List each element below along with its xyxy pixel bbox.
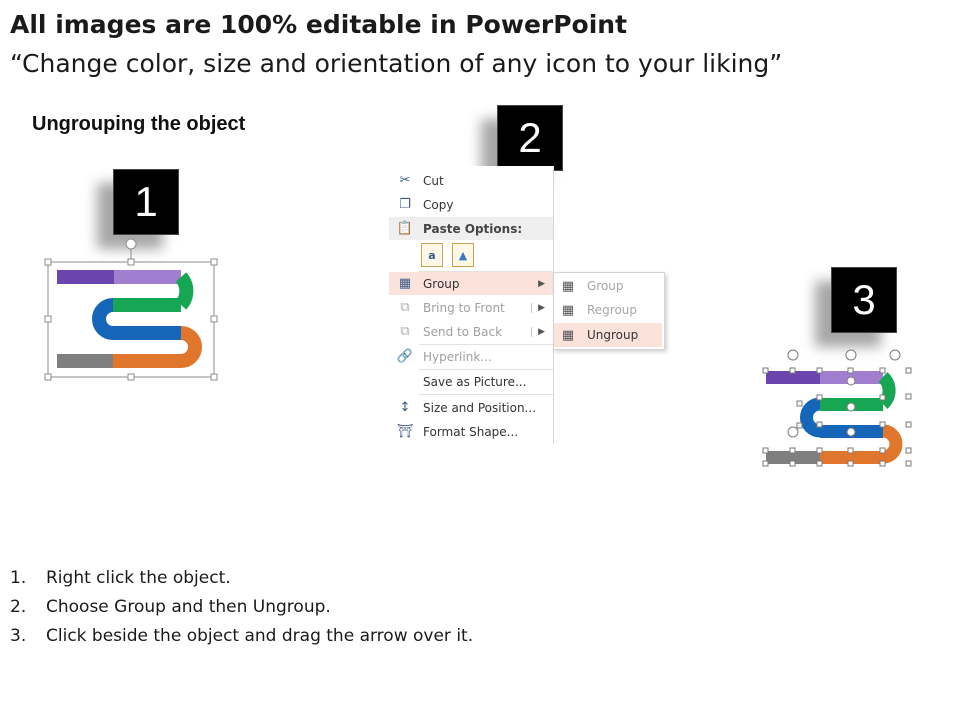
paint-bucket-icon: ⛩ xyxy=(396,424,414,439)
instruction-text: Click beside the object and drag the arrow over it. xyxy=(46,626,474,646)
resize-handle[interactable] xyxy=(797,401,802,406)
resize-handle[interactable] xyxy=(817,422,822,427)
ungrouped-graphic xyxy=(766,371,896,464)
resize-handle[interactable] xyxy=(880,448,885,453)
send-to-back-icon: ⧉ xyxy=(400,324,410,339)
size-position-icon: ↕ xyxy=(399,400,411,415)
resize-handle[interactable] xyxy=(817,395,822,400)
rotate-handle[interactable] xyxy=(847,428,855,436)
resize-handle[interactable] xyxy=(763,368,768,373)
copy-icon: ❐ xyxy=(399,197,411,212)
resize-handle[interactable] xyxy=(797,423,802,428)
page-title: All images are 100% editable in PowerPoint xyxy=(10,10,628,39)
resize-handle[interactable] xyxy=(790,448,795,453)
rotate-handle[interactable] xyxy=(847,377,855,385)
rotate-handle[interactable] xyxy=(846,350,856,360)
bring-to-front-icon: ⧉ xyxy=(400,300,410,315)
menu-item-label: Format Shape... xyxy=(423,424,519,439)
paste-keep-formatting-icon[interactable]: a xyxy=(421,243,443,267)
paste-picture-icon[interactable]: ▲ xyxy=(452,243,474,267)
group-icon: ▦ xyxy=(398,276,412,291)
page-subtitle: “Change color, size and orientation of any icon to your liking” xyxy=(10,49,783,78)
instruction-item xyxy=(10,626,473,655)
resize-handle[interactable] xyxy=(880,395,885,400)
resize-handle[interactable] xyxy=(848,461,853,466)
menu-item-label: Save as Picture... xyxy=(423,374,527,389)
instruction-text: Choose Group and then Ungroup. xyxy=(46,597,331,617)
resize-handle[interactable] xyxy=(848,448,853,453)
resize-handle[interactable] xyxy=(906,422,911,427)
resize-handle[interactable] xyxy=(906,394,911,399)
menu-item-label: Bring to Front xyxy=(423,300,505,315)
submenu-item-label: Ungroup xyxy=(587,328,639,342)
group-icon: ▦ xyxy=(561,278,575,294)
resize-handle[interactable] xyxy=(848,368,853,373)
resize-handle[interactable] xyxy=(790,461,795,466)
hyperlink-icon: 🔗 xyxy=(396,349,414,364)
resize-handle[interactable] xyxy=(817,461,822,466)
instructions-list xyxy=(10,568,473,655)
instruction-item xyxy=(10,568,473,597)
instruction-item xyxy=(10,597,473,626)
step-badge-3: 3 xyxy=(831,267,897,333)
submenu-item-label: Group xyxy=(587,279,624,293)
menu-item-label: Send to Back xyxy=(423,324,503,339)
resize-handle[interactable] xyxy=(906,448,911,453)
scissors-icon: ✂ xyxy=(399,173,411,188)
rotate-handle[interactable] xyxy=(890,350,900,360)
menu-item-label: Group xyxy=(423,276,460,291)
menu-item-label: Hyperlink... xyxy=(423,349,492,364)
regroup-icon: ▦ xyxy=(561,302,575,318)
rotate-handle[interactable] xyxy=(788,350,798,360)
submenu-arrow-icon[interactable]: ▶ xyxy=(531,327,545,337)
clipboard-icon: 📋 xyxy=(396,221,414,236)
step-badge-2: 2 xyxy=(497,105,563,171)
rotate-handle[interactable] xyxy=(847,403,855,411)
ungroup-icon: ▦ xyxy=(561,327,575,343)
resize-handle[interactable] xyxy=(763,448,768,453)
resize-handle[interactable] xyxy=(790,368,795,373)
resize-handle[interactable] xyxy=(906,368,911,373)
resize-handle[interactable] xyxy=(817,448,822,453)
submenu-item-label: Regroup xyxy=(587,303,638,317)
instruction-number: 2. xyxy=(10,597,27,617)
menu-item-label: Copy xyxy=(423,197,454,212)
section-label: Ungrouping the object xyxy=(32,113,246,135)
resize-handle[interactable] xyxy=(880,461,885,466)
resize-handle[interactable] xyxy=(880,422,885,427)
menu-item-label: Cut xyxy=(423,173,444,188)
submenu-arrow-icon: ▶ xyxy=(538,278,545,289)
instruction-text: Right click the object. xyxy=(46,568,231,588)
menu-item-label: Size and Position... xyxy=(423,400,537,415)
submenu-arrow-icon[interactable]: ▶ xyxy=(531,303,545,313)
instruction-number: 3. xyxy=(10,626,27,646)
step-badge-1: 1 xyxy=(113,169,179,235)
resize-handle[interactable] xyxy=(763,461,768,466)
resize-handle[interactable] xyxy=(817,368,822,373)
menu-header-label: Paste Options: xyxy=(423,221,523,236)
resize-handle[interactable] xyxy=(880,368,885,373)
resize-handle[interactable] xyxy=(906,461,911,466)
instruction-number: 1. xyxy=(10,568,27,588)
